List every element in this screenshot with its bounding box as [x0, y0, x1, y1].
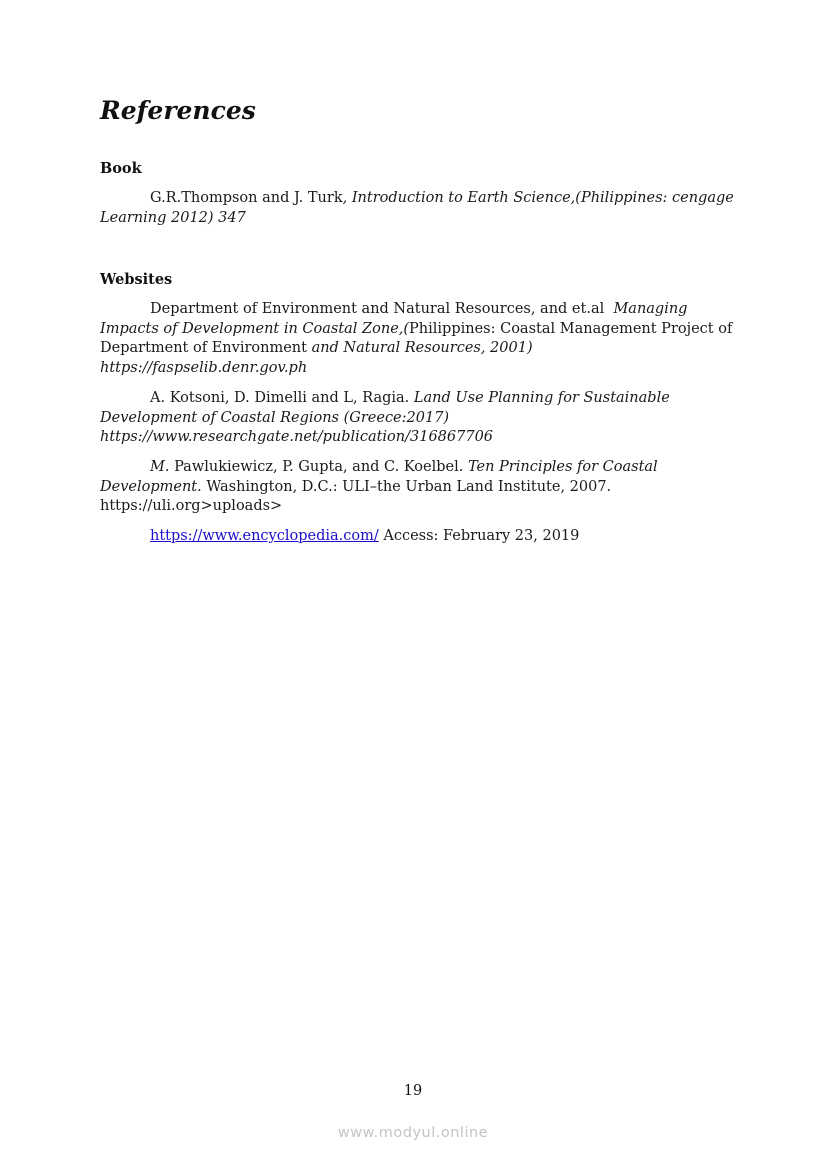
- reference-url: https://www.researchgate.net/publication/316867706: [100, 429, 494, 446]
- section-heading-websites: Websites: [100, 271, 173, 288]
- page-number: 19: [403, 1083, 423, 1099]
- reference-authors: A. Kotsoni, D. Dimelli and L, Ragia.: [150, 390, 410, 406]
- reference-entry-thompson: [100, 189, 740, 228]
- reference-work-title-cont: and Natural Resources, 2001): [311, 340, 533, 357]
- reference-authors: G.R.Thompson and J. Turk: [150, 190, 343, 206]
- reference-entry-pawlukiewicz: [100, 458, 740, 517]
- reference-authors: Pawlukiewicz, P. Gupta, and C. Koelbel.: [174, 459, 464, 475]
- reference-entry-denr: [100, 300, 740, 378]
- reference-author-initial: M.: [150, 459, 170, 475]
- reference-work-title: Land Use Planning for Sustainable Development of Coastal Regions (Greece:2017): [100, 390, 670, 426]
- reference-work-title: Managing Impacts of Development in Coastal Zone,(: [100, 301, 688, 337]
- section-heading-book: Book: [100, 160, 142, 177]
- reference-work-title: Ten Principles for Coastal Development.: [100, 459, 658, 495]
- reference-entry-encyclopedia: [100, 527, 740, 547]
- reference-url: https://faspselib.denr.gov.ph: [100, 359, 308, 376]
- reference-publisher: Philippines: Coastal Management Project of Department of Environment: [100, 320, 733, 357]
- reference-entry-kotsoni: [100, 389, 740, 448]
- watermark: www.modyul.online: [337, 1125, 489, 1141]
- reference-authors: Department of Environment and Natural Resources, and et.al: [150, 301, 605, 317]
- reference-work-title: , Introduction to Earth Science,(Philippines: cengage Learning 2012) 347: [100, 190, 734, 226]
- encyclopedia-link[interactable]: https://www.encyclopedia.com/: [150, 528, 379, 544]
- access-date: Access: February 23, 2019: [383, 528, 580, 544]
- reference-publisher: Washington, D.C.: ULI–the Urban Land Institute, 2007. https://uli.org>uploads>: [100, 478, 612, 515]
- page-title: References: [100, 96, 256, 125]
